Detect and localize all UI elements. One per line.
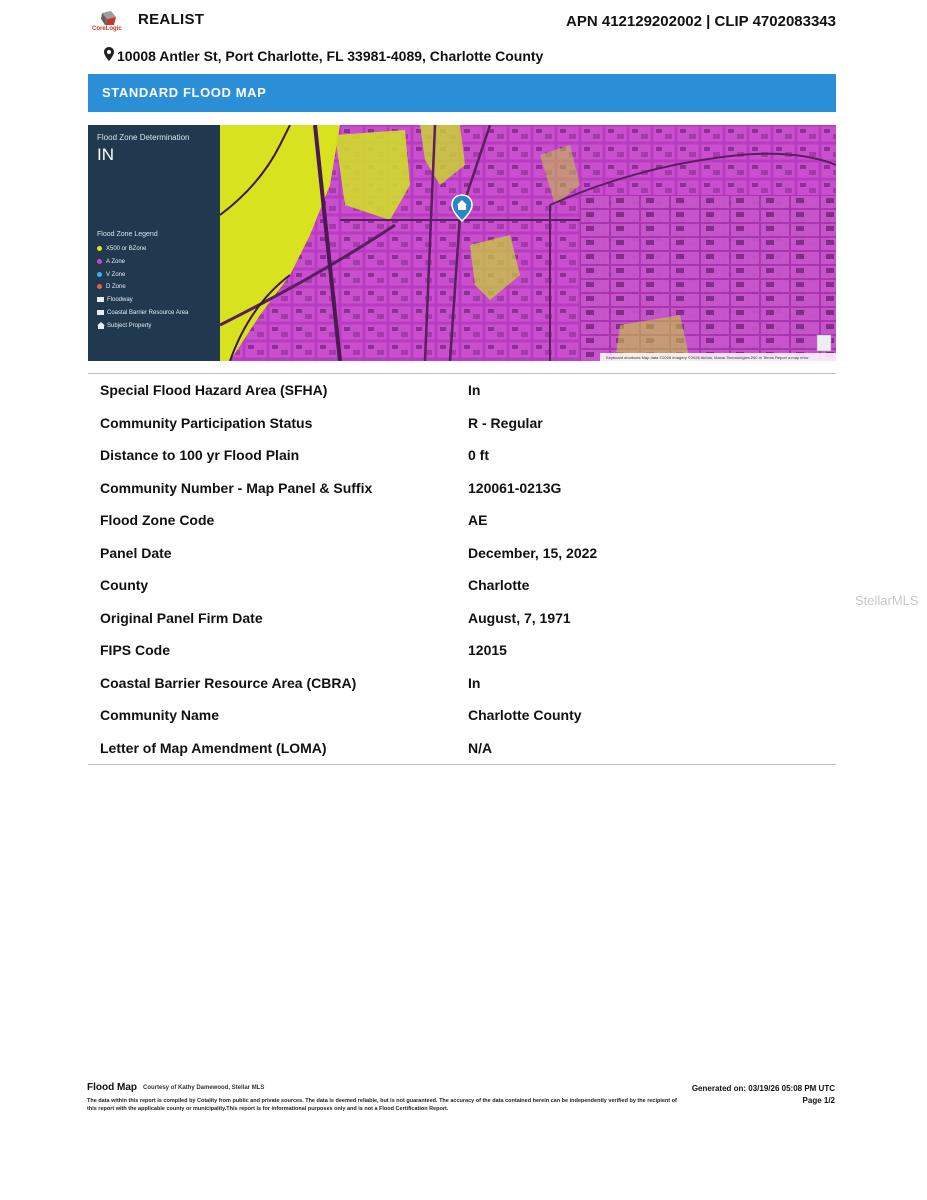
legend-item-subject-property: Subject Property: [97, 322, 188, 335]
legend-item-cbra: Coastal Barrier Resource Area: [97, 309, 188, 322]
cbra-swatch-icon: [97, 310, 104, 315]
floodway-swatch-icon: [97, 297, 104, 302]
page-number: Page 1/2: [802, 1096, 835, 1105]
table-row: Panel Date December, 15, 2022: [100, 544, 598, 561]
table-row: Flood Zone Code AE: [100, 512, 488, 528]
footer-disclaimer: The data within this report is compiled by Cotality from public and private sources. The data is deemed reliable, but is not guaranteed. The accuracy of the data contained herein can be independently verified by the recipient of this report with the applicable county or municipality.This report is for informational purposes only and is not a Flood Certification Report.: [87, 1098, 677, 1112]
legend-item-x500: X500 or BZone: [97, 245, 188, 258]
aerial-flood-zone-map: [220, 125, 836, 361]
table-row: Distance to 100 yr Flood Plain 0 ft: [100, 447, 489, 463]
legend-item-d-zone: D Zone: [97, 283, 188, 296]
legend-item-v-zone: V Zone: [97, 271, 188, 284]
corelogic-logo-icon: [101, 10, 117, 26]
yellow-dot-icon: [97, 246, 102, 251]
logo-text: CoreLogic: [92, 26, 122, 32]
table-row: Letter of Map Amendment (LOMA) N/A: [100, 739, 493, 756]
brand-name: REALIST: [138, 11, 205, 28]
apn-clip-ids: APN 412129202002 | CLIP 4702083343: [566, 13, 836, 30]
corelogic-logo: [92, 10, 126, 38]
report-header: [88, 8, 836, 38]
generated-timestamp: Generated on: 03/19/26 05:08 PM UTC: [691, 1084, 835, 1093]
determination-value: IN: [97, 145, 114, 164]
footer-title: Flood Map: [87, 1082, 137, 1093]
flood-map: [88, 125, 836, 361]
legend-title: Flood Zone Legend: [97, 231, 158, 238]
banner-title: STANDARD FLOOD MAP: [102, 85, 267, 100]
legend-list: [97, 245, 188, 335]
table-row: County Charlotte: [100, 577, 530, 593]
table-row: Original Panel Firm Date August, 7, 1971: [100, 609, 571, 626]
red-dot-icon: [97, 284, 102, 289]
table-row: Community Number - Map Panel & Suffix 120061-0213G: [100, 479, 562, 496]
table-row: Community Name Charlotte County: [100, 707, 582, 723]
table-row: Special Flood Hazard Area (SFHA) In: [100, 382, 481, 398]
determination-label: Flood Zone Determination: [97, 133, 190, 142]
magenta-dot-icon: [97, 259, 102, 264]
cyan-dot-icon: [97, 272, 102, 277]
section-banner: [88, 74, 836, 112]
map-attribution: Keyboard shortcuts Map data ©2026 Imagery ©2026 Airbus, Maxar Technologies 200 m Terms Report a map error: [606, 355, 809, 360]
legend-item-a-zone: A Zone: [97, 258, 188, 271]
flood-details-table: [88, 374, 836, 764]
table-row: Coastal Barrier Resource Area (CBRA) In: [100, 674, 481, 691]
footer-credit: Courtesy of Kathy Damewood, Stellar MLS: [143, 1085, 265, 1091]
table-bottom-divider: [88, 764, 836, 765]
map-legend-panel: [88, 125, 220, 361]
house-icon: [97, 322, 105, 329]
location-pin-icon: [104, 47, 114, 61]
address-text: 10008 Antler St, Port Charlotte, FL 33981-4089, Charlotte County: [117, 48, 544, 64]
table-row: FIPS Code 12015: [100, 642, 507, 658]
property-address: [104, 47, 543, 64]
pegman-icon[interactable]: [817, 335, 831, 351]
table-row: Community Participation Status R - Regular: [100, 414, 543, 431]
legend-item-floodway: Floodway: [97, 296, 188, 309]
stellar-mls-watermark: StellarMLS: [855, 593, 919, 608]
